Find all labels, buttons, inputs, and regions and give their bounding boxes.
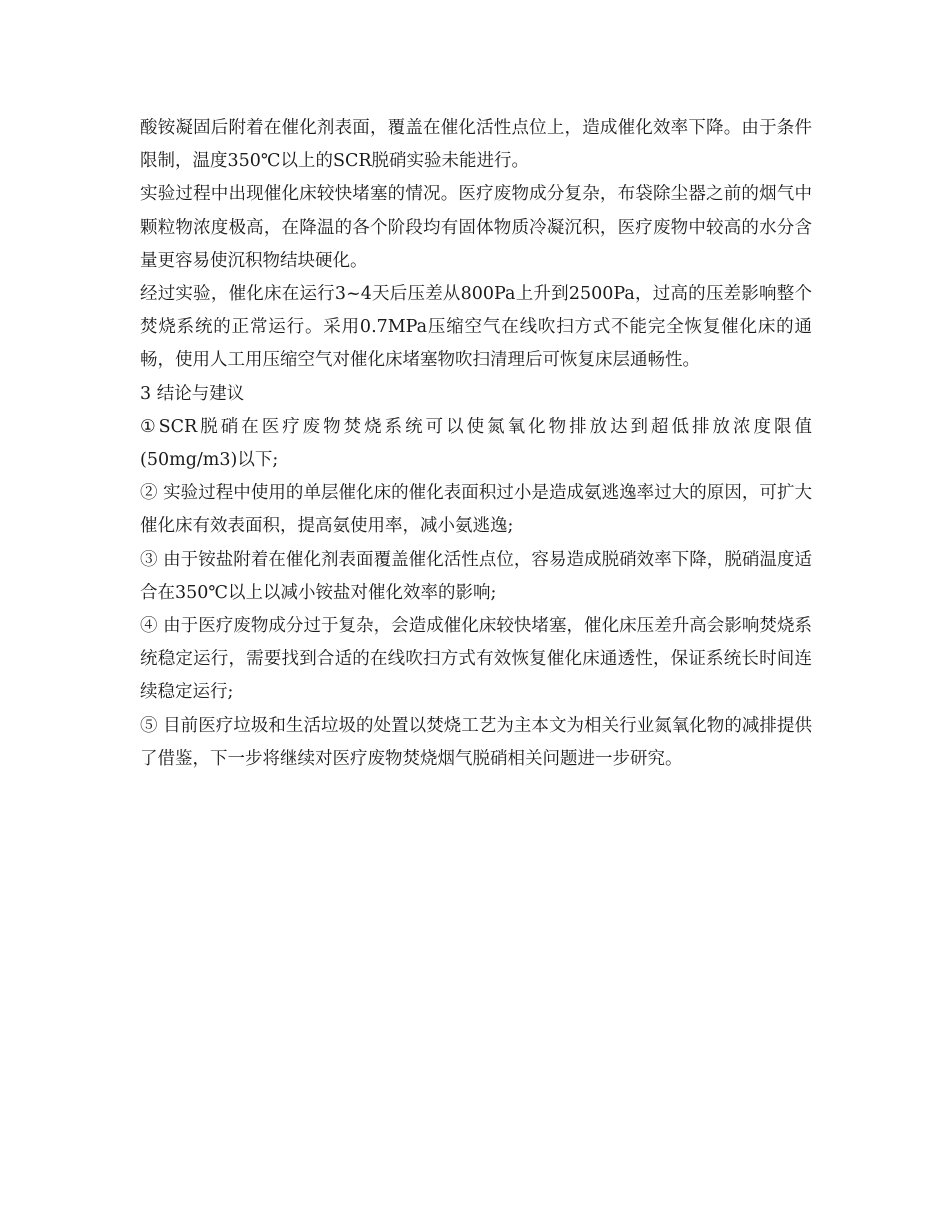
- paragraph-catalyst-bed-clogging: 实验过程中出现催化床较快堵塞的情况。医疗废物成分复杂，布袋除尘器之前的烟气中颗粒物浓度极高，在降温的各个阶段均有固体物质冷凝沉积，医疗废物中较高的水分含量更容易使沉积物结块硬化。: [140, 184, 812, 271]
- conclusion-item-4: ④ 由于医疗废物成分过于复杂，会造成催化床较快堵塞，催化床压差升高会影响焚烧系统稳定运行，需要找到合适的在线吹扫方式有效恢复催化床通透性，保证系统长时间连续稳定运行;: [140, 616, 812, 703]
- conclusion-item-5: ⑤ 目前医疗垃圾和生活垃圾的处置以焚烧工艺为主本文为相关行业氮氧化物的减排提供了借鉴，下一步将继续对医疗废物焚烧烟气脱硝相关问题进一步研究。: [140, 715, 812, 769]
- conclusion-item-2: ② 实验过程中使用的单层催化床的催化表面积过小是造成氨逃逸率过大的原因，可扩大催化床有效表面积，提高氨使用率，减小氨逃逸;: [140, 483, 812, 537]
- document-body: [140, 112, 812, 776]
- section-heading-conclusions: 3 结论与建议: [140, 383, 245, 404]
- paragraph-ammonium-salt-deposition: 酸铵凝固后附着在催化剂表面，覆盖在催化活性点位上，造成催化效率下降。由于条件限制，温度350℃以上的SCR脱硝实验未能进行。: [140, 118, 812, 172]
- conclusion-item-1: ①SCR脱硝在医疗废物焚烧系统可以使氮氧化物排放达到超低排放浓度限值(50mg/m3)以下;: [140, 416, 812, 471]
- paragraph-pressure-difference: 经过实验，催化床在运行3~4天后压差从800Pa上升到2500Pa，过高的压差影响整个焚烧系统的正常运行。采用0.7MPa压缩空气在线吹扫方式不能完全恢复催化床的通畅，使用人工用压缩空气对催化床堵塞物吹扫清理后可恢复床层通畅性。: [140, 284, 812, 371]
- conclusion-item-3: ③ 由于铵盐附着在催化剂表面覆盖催化活性点位，容易造成脱硝效率下降，脱硝温度适合在350℃以上以减小铵盐对催化效率的影响;: [140, 549, 812, 603]
